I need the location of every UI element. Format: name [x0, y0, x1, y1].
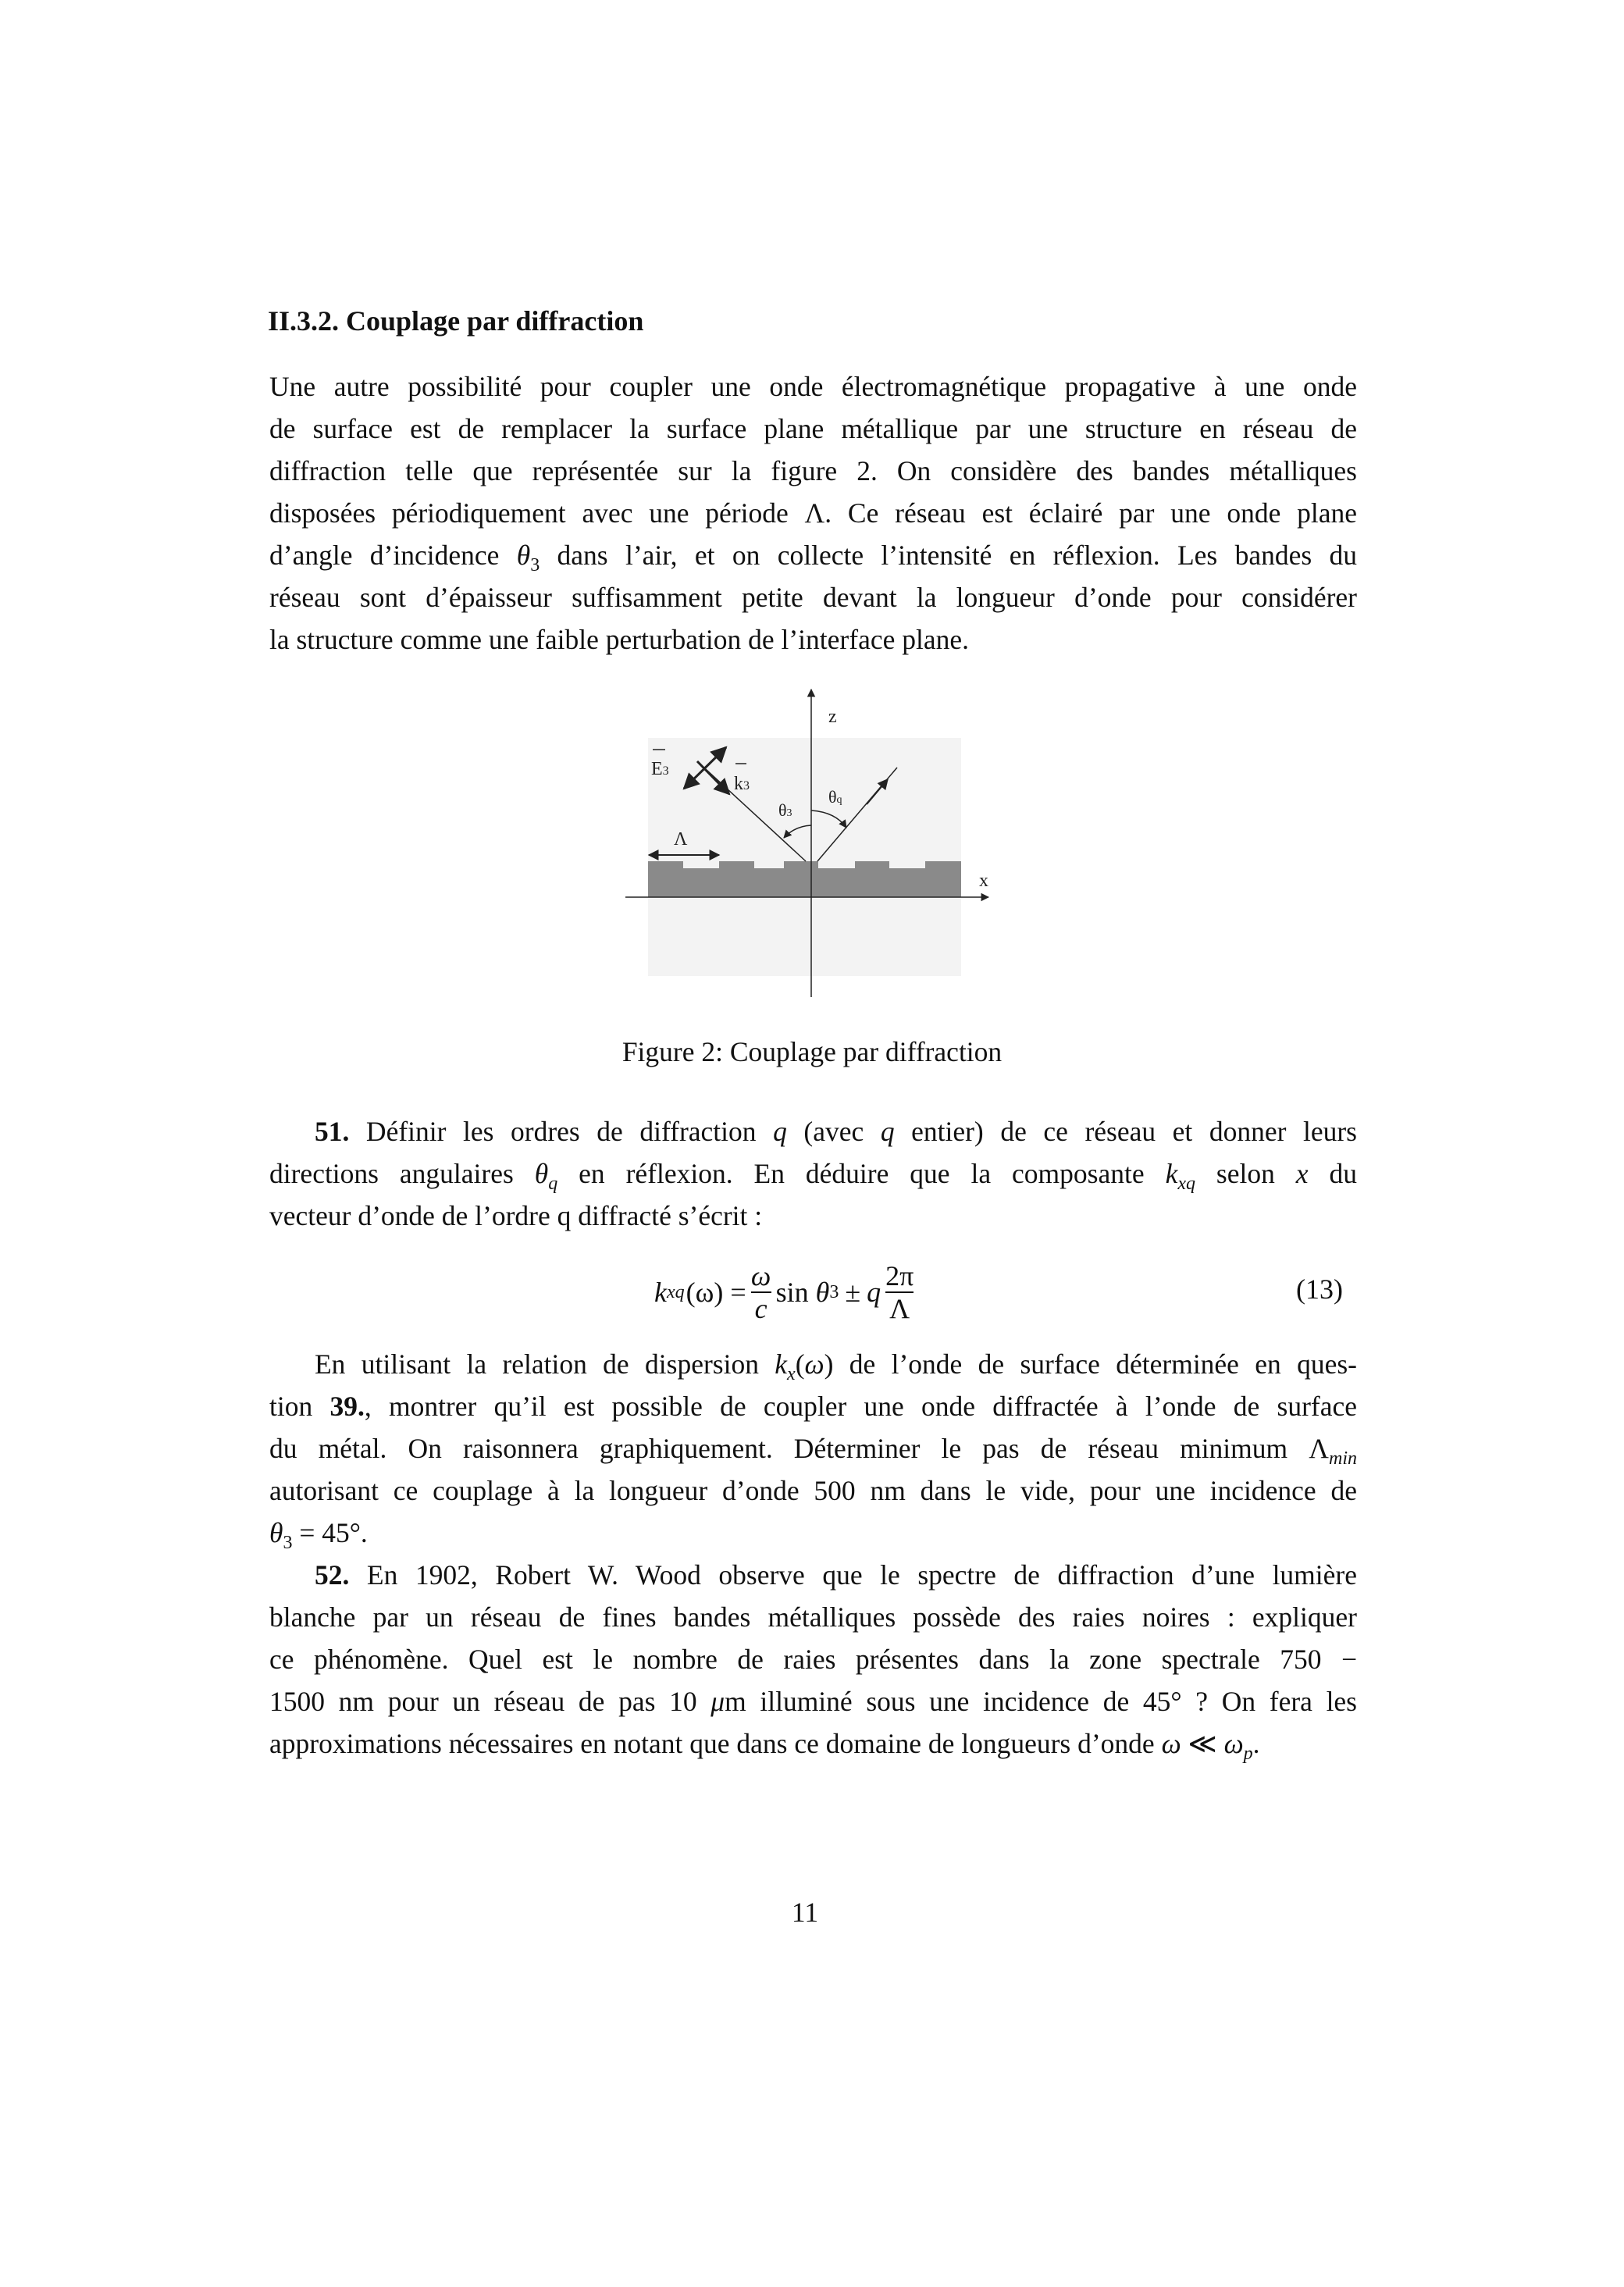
text-line: [269, 1680, 1357, 1722]
text-segment: p: [1243, 1744, 1253, 1764]
page-number: 11: [791, 1897, 819, 1928]
text-segment: la structure comme une faible perturbation de l’interface plane.: [269, 624, 969, 655]
text-segment: 51.: [315, 1116, 350, 1147]
text-segment: 3: [283, 1533, 293, 1553]
text-line: [269, 576, 1357, 618]
text-segment: μ: [710, 1686, 725, 1717]
text-segment: θ: [534, 1158, 549, 1189]
text-segment: ω: [1161, 1728, 1181, 1759]
text-segment: θ: [269, 1517, 283, 1548]
text-segment: du: [1308, 1158, 1358, 1189]
text-segment: (avec: [786, 1116, 881, 1147]
text-line: [269, 1722, 1357, 1765]
eq-denominator: c: [754, 1293, 767, 1324]
text-segment: x: [787, 1364, 796, 1384]
text-segment: blanche par un réseau de fines bandes métalliques possède des raies noires : expliquer: [269, 1601, 1357, 1633]
text-segment: 39.: [329, 1391, 365, 1422]
text-segment: 52.: [315, 1559, 350, 1591]
eq-q: q: [867, 1277, 881, 1308]
text-line: [269, 1512, 1357, 1554]
text-segment: En 1902, Robert W. Wood observe que le spectre de diffraction d’une lumière: [349, 1559, 1357, 1591]
eq-fraction-1: [751, 1260, 771, 1324]
text-segment: de surface est de remplacer la surface plane métallique par une structure en réseau de: [269, 413, 1357, 444]
text-segment: dans l’air, et on collecte l’intensité en réflexion. Les bandes du: [540, 540, 1357, 571]
k3-label: k3: [734, 774, 750, 794]
text-segment: ω: [1223, 1728, 1244, 1759]
text-line: [269, 1596, 1357, 1638]
period-label: Λ: [674, 829, 688, 850]
text-segment: 3: [530, 555, 540, 575]
intro-paragraph: [269, 365, 1357, 661]
theta3-label: θ3: [778, 800, 792, 820]
text-segment: ce phénomène. Quel est le nombre de raies présentes dans la zone spectrale 750 −: [269, 1644, 1357, 1675]
text-segment: θ: [516, 540, 531, 571]
text-segment: .: [1252, 1728, 1260, 1759]
text-segment: disposées périodiquement avec une période Λ. Ce réseau est éclairé par une onde plane: [269, 497, 1357, 529]
text-segment: ) de l’onde de surface déterminée en ques-: [824, 1348, 1357, 1380]
text-segment: m illuminé sous une incidence de 45° ? On fera les: [725, 1686, 1357, 1717]
text-line: [269, 1110, 1357, 1152]
question-51: [269, 1110, 1357, 1237]
text-segment: q: [880, 1116, 895, 1147]
text-line: [269, 618, 1357, 661]
text-segment: k: [1165, 1158, 1178, 1189]
text-segment: entier) de ce réseau et donner leurs: [894, 1116, 1357, 1147]
text-segment: vecteur d’onde de l’ordre q diffracté s’écrit :: [269, 1200, 763, 1231]
eq-numerator: ω: [750, 1260, 771, 1291]
text-line: [269, 408, 1357, 450]
diffraction-figure: [500, 679, 1093, 1023]
eq-sin: sin: [775, 1277, 809, 1308]
question-51-continued: [269, 1343, 1357, 1554]
question-52: [269, 1554, 1357, 1765]
text-segment: approximations nécessaires en notant que dans ce domaine de longueurs d’onde: [269, 1728, 1162, 1759]
text-segment: d’angle d’incidence: [269, 540, 517, 571]
text-line: [269, 365, 1357, 408]
text-segment: min: [1329, 1448, 1357, 1469]
x-label: x: [979, 871, 988, 891]
text-segment: q: [548, 1174, 558, 1194]
text-line: [269, 1343, 1357, 1385]
text-segment: Définir les ordres de diffraction: [349, 1116, 774, 1147]
text-line: [269, 1385, 1357, 1427]
text-line: [269, 1638, 1357, 1680]
text-line: [269, 492, 1357, 534]
eq-numerator: 2π: [885, 1260, 914, 1291]
section-heading: II.3.2. Couplage par diffraction: [268, 305, 644, 337]
eq-arg: (ω) =: [686, 1277, 746, 1308]
text-segment: du métal. On raisonnera graphiquement. Déterminer le pas de réseau minimum Λ: [269, 1433, 1329, 1464]
text-line: [269, 1554, 1357, 1596]
text-line: [269, 1152, 1357, 1195]
text-segment: ω: [804, 1348, 824, 1380]
text-line: [269, 534, 1357, 576]
eq-denominator: Λ: [889, 1293, 910, 1324]
e3-label: E3: [651, 759, 669, 779]
eq-pm: ±: [845, 1277, 861, 1308]
text-segment: tion: [269, 1391, 330, 1422]
text-line: [269, 1427, 1357, 1469]
text-segment: diffraction telle que représentée sur la figure 2. On considère des bandes métalliques: [269, 455, 1357, 486]
z-label: z: [828, 707, 837, 727]
eq-theta: θ: [815, 1277, 830, 1308]
figure-caption: Figure 2: Couplage par diffraction: [621, 1036, 1003, 1067]
text-segment: k: [775, 1348, 788, 1380]
text-segment: (: [795, 1348, 805, 1380]
text-segment: selon: [1195, 1158, 1296, 1189]
text-segment: en réflexion. En déduire que la composante: [557, 1158, 1166, 1189]
text-segment: x: [1295, 1158, 1309, 1189]
eq-k: k: [654, 1277, 667, 1308]
text-segment: directions angulaires: [269, 1158, 535, 1189]
text-segment: xq: [1177, 1174, 1195, 1194]
text-segment: 1500 nm pour un réseau de pas 10: [269, 1686, 711, 1717]
text-segment: ≪: [1181, 1728, 1224, 1759]
text-segment: Une autre possibilité pour coupler une onde électromagnétique propagative à une onde: [269, 371, 1357, 402]
text-line: [269, 1195, 1357, 1237]
text-segment: , montrer qu’il est possible de coupler une onde diffractée à l’onde de surface: [364, 1391, 1357, 1422]
thetaq-label: θq: [828, 787, 842, 807]
text-line: [269, 1469, 1357, 1512]
text-segment: = 45°.: [292, 1517, 368, 1548]
figure-background: [648, 738, 961, 976]
equation-13: k xq (ω) = $\frac{\omega}{c}$ sin θ 3 ± q $\frac{2\pi}{\Lambda}$: [654, 1260, 914, 1324]
text-segment: autorisant ce couplage à la longueur d’onde 500 nm dans le vide, pour une incidence de: [269, 1475, 1357, 1506]
equation-number: (13): [1296, 1274, 1343, 1305]
text-segment: En utilisant la relation de dispersion: [315, 1348, 775, 1380]
eq-fraction-2: [885, 1260, 914, 1324]
text-line: [269, 450, 1357, 492]
text-segment: q: [773, 1116, 787, 1147]
text-segment: réseau sont d’épaisseur suffisamment petite devant la longueur d’onde pour considérer: [269, 582, 1357, 613]
